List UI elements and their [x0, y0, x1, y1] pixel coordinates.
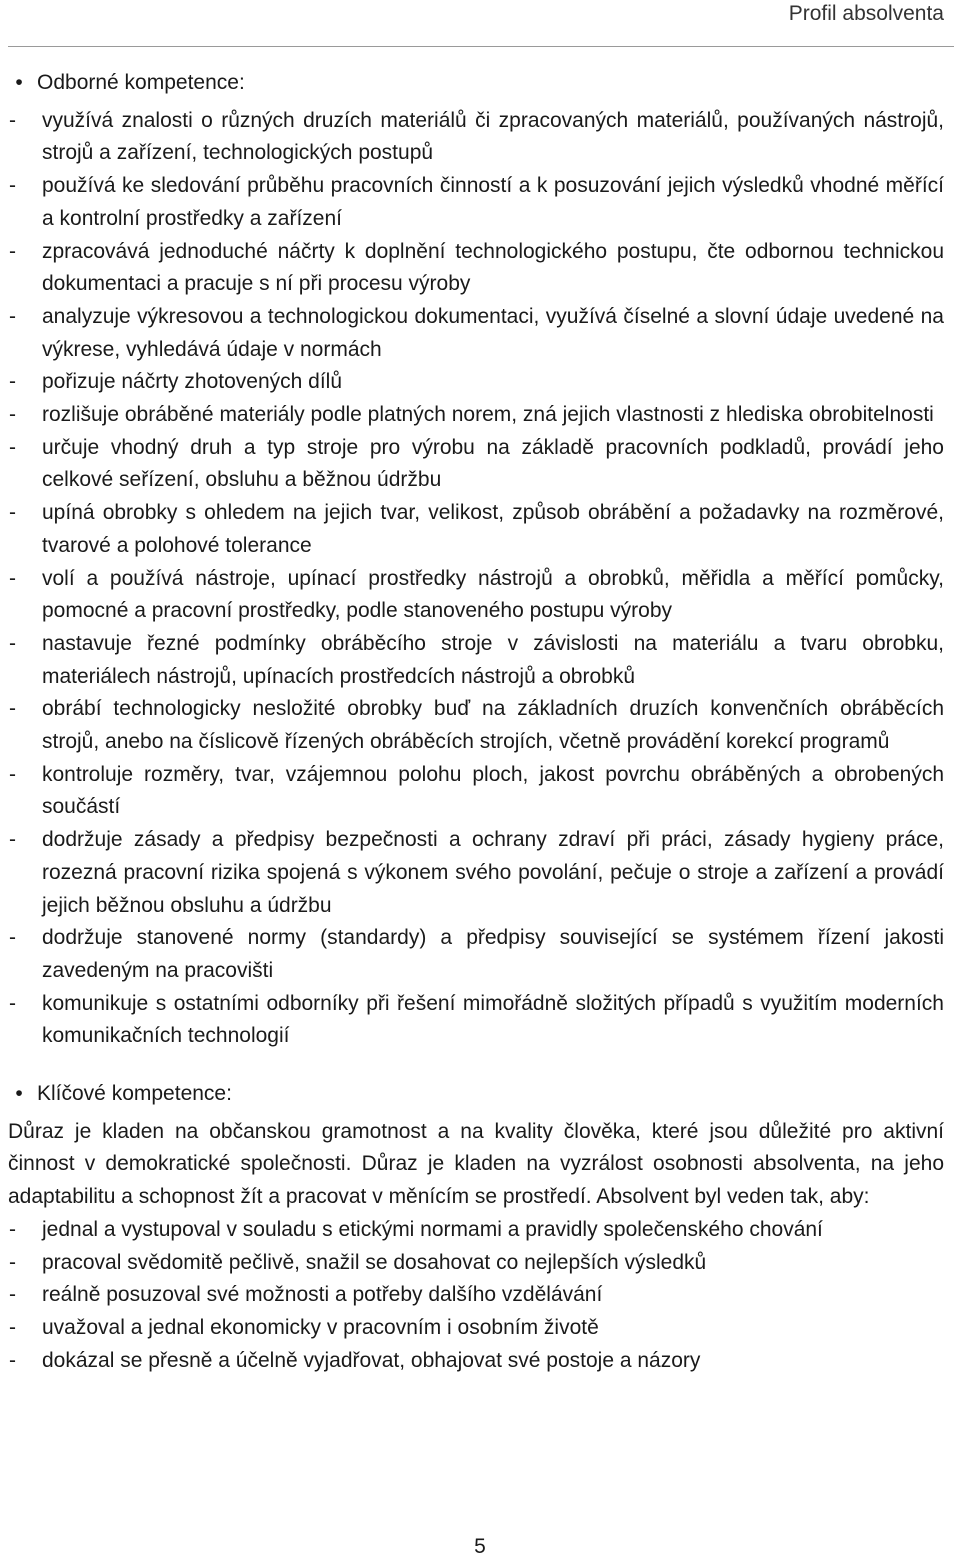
list-item	[0, 399, 960, 432]
section-title-odborne: Odborné kompetence:	[37, 71, 245, 94]
dash-marker: -	[9, 435, 16, 459]
list-item	[0, 563, 960, 628]
section-heading-klicove	[0, 1078, 960, 1111]
dash-marker: -	[9, 991, 16, 1015]
list-item	[0, 693, 960, 758]
list-item-text: zpracovává jednoduché náčrty k doplnění technologického postupu, čte odbornou technickou dokumentaci a pracuje s ní při procesu výroby	[42, 239, 944, 296]
odborne-kompetence-list	[0, 105, 960, 1053]
dash-marker: -	[9, 239, 16, 263]
page-content	[0, 67, 960, 1377]
dash-marker: -	[9, 174, 16, 198]
list-item-text: využívá znalosti o různých druzích materiálů či zpracovaných materiálů, používaných nástrojů, strojů a zařízení, technologických postupů	[42, 108, 944, 165]
dash-marker: -	[9, 1283, 16, 1307]
list-item	[0, 824, 960, 922]
list-item	[0, 988, 960, 1053]
list-item-text: pořizuje náčrty zhotovených dílů	[42, 370, 342, 394]
list-item	[0, 236, 960, 301]
list-item	[0, 759, 960, 824]
list-item-text: obrábí technologicky nesložité obrobky buď na základních druzích konvenčních obráběcích strojů, anebo na číslicově řízených obráběcích strojích, včetně provádění korekcí programů	[42, 697, 944, 754]
list-item	[0, 301, 960, 366]
bullet-icon: •	[15, 1082, 23, 1106]
list-item-text: dodržuje stanovené normy (standardy) a předpisy související se systémem řízení jakosti zavedeným na pracovišti	[42, 926, 944, 982]
bullet-icon: •	[15, 71, 23, 94]
dash-marker: -	[9, 1250, 16, 1274]
dash-marker: -	[9, 762, 16, 786]
list-item-text: komunikuje s ostatními odborníky při řešení mimořádně složitých případů s využitím moderních komunikačních technologií	[42, 991, 944, 1048]
list-item-text: analyzuje výkresovou a technologickou dokumentaci, využívá číselné a slovní údaje uvedené na výkrese, vyhledává údaje v normách	[42, 304, 944, 361]
dash-marker: -	[9, 566, 16, 590]
list-item-text: upíná obrobky s ohledem na jejich tvar, velikost, způsob obrábění a požadavky na rozměrové, tvarové a polohové tolerance	[42, 501, 944, 557]
list-item	[0, 497, 960, 562]
dash-marker: -	[9, 1348, 16, 1372]
running-header-title: Profil absolventa	[788, 2, 944, 25]
dash-marker: -	[9, 926, 16, 950]
list-item-text: dodržuje zásady a předpisy bezpečnosti a ochrany zdraví při práci, zásady hygieny práce, rozezná pracovní rizika spojená s výkonem svého povolání, pečuje o stroje a zařízení a provádí jejich běžnou obsluhu a údržbu	[42, 828, 944, 917]
list-item	[0, 366, 960, 399]
list-item	[0, 922, 960, 987]
list-item	[0, 1247, 960, 1280]
section-title-klicove: Klíčové kompetence:	[37, 1082, 232, 1106]
dash-marker: -	[9, 1217, 16, 1241]
list-item-text: určuje vhodný druh a typ stroje pro výrobu na základě pracovních podkladů, provádí jeho celkové seřízení, obsluhu a běžnou údržbu	[42, 435, 944, 492]
list-item	[0, 432, 960, 497]
list-item-text: nastavuje řezné podmínky obráběcího stroje v závislosti na materiálu a tvaru obrobku, materiálech nástrojů, upínacích prostředcích nástrojů a obrobků	[42, 631, 944, 688]
dash-marker: -	[9, 697, 16, 721]
dash-marker: -	[9, 631, 16, 655]
section-spacer	[0, 1053, 960, 1078]
list-item-text: reálně posuzoval své možnosti a potřeby dalšího vzdělávání	[42, 1283, 603, 1307]
list-item	[0, 628, 960, 693]
klicove-intro-paragraph: Důraz je kladen na občanskou gramotnost a na kvality člověka, které jsou důležité pro aktivní činnost v demokratické společnosti. Důraz je kladen na vyzrálost osobnosti absolventa, na jeho adaptabilitu a schopnost žít a pracovat v měnícím se prostředí. Absolvent byl veden tak, aby:	[8, 1119, 944, 1209]
dash-marker: -	[9, 370, 16, 394]
dash-marker: -	[9, 304, 16, 328]
dash-marker: -	[9, 108, 16, 132]
header-divider	[8, 46, 954, 47]
dash-marker: -	[9, 1315, 16, 1339]
dash-marker: -	[9, 403, 16, 427]
klicove-kompetence-list	[0, 1214, 960, 1378]
list-item	[0, 1345, 960, 1378]
list-item-text: kontroluje rozměry, tvar, vzájemnou polohu ploch, jakost povrchu obráběných a obrobených součástí	[42, 762, 944, 819]
list-item	[0, 105, 960, 170]
list-item-text: jednal a vystupoval v souladu s etickými normami a pravidly společenského chování	[42, 1217, 823, 1241]
dash-marker: -	[9, 501, 16, 525]
list-item	[0, 1214, 960, 1247]
list-item-text: volí a používá nástroje, upínací prostředky nástrojů a obrobků, měřidla a měřící pomůcky, pomocné a pracovní prostředky, podle stanoveného postupu výroby	[42, 566, 944, 623]
dash-marker: -	[9, 828, 16, 852]
list-item-text: pracoval svědomitě pečlivě, snažil se dosahovat co nejlepších výsledků	[42, 1250, 707, 1274]
list-item	[0, 1279, 960, 1312]
list-item-text: používá ke sledování průběhu pracovních činností a k posuzování jejich výsledků vhodné měřící a kontrolní prostředky a zařízení	[42, 174, 944, 230]
list-item	[0, 170, 960, 235]
section-heading-odborne	[0, 67, 960, 100]
list-item-text: dokázal se přesně a účelně vyjadřovat, obhajovat své postoje a názory	[42, 1348, 701, 1372]
list-item-text: uvažoval a jednal ekonomicky v pracovním i osobním životě	[42, 1315, 599, 1339]
page-number: 5	[474, 1535, 486, 1558]
list-item-text: rozlišuje obráběné materiály podle platných norem, zná jejich vlastnosti z hlediska obrobitelnosti	[42, 403, 934, 427]
list-item	[0, 1312, 960, 1345]
